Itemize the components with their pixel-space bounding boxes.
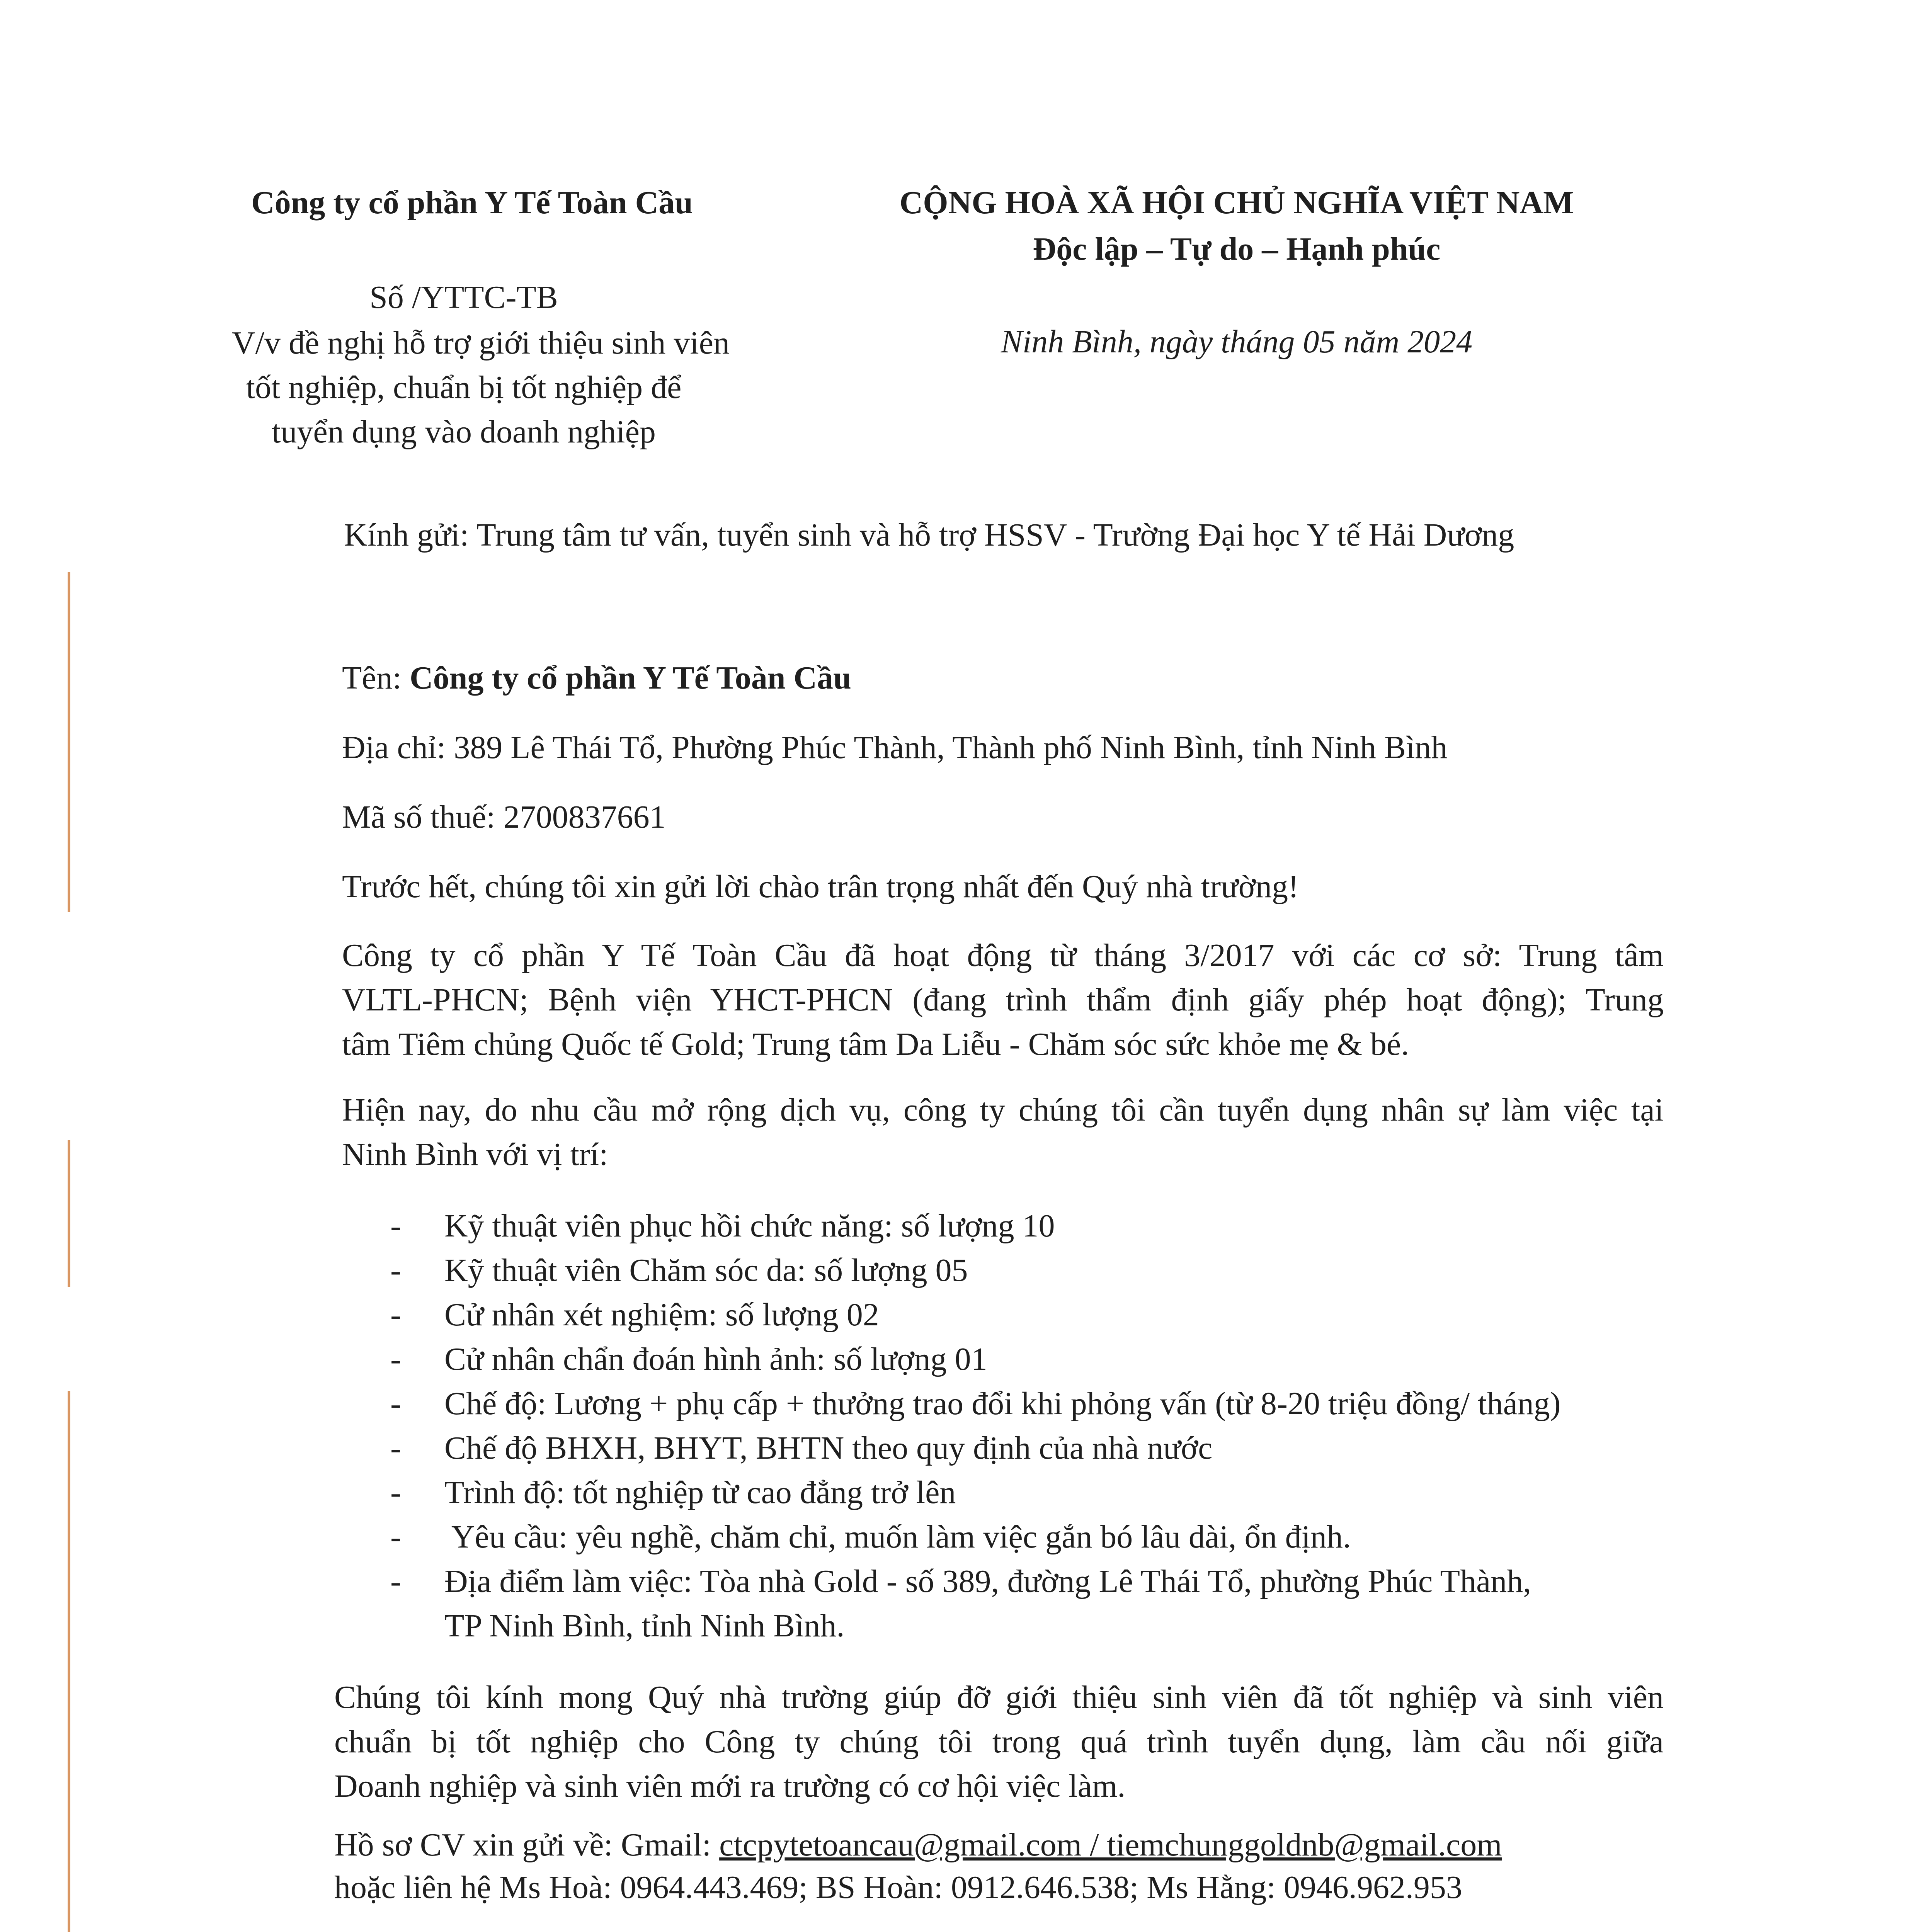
company-name-line: Tên: Công ty cổ phần Y Tế Toàn Cầu xyxy=(342,660,851,696)
intro-paragraph: Công ty cổ phần Y Tế Toàn Cầu đã hoạt động từ tháng 3/2017 với các cơ sở: Trung tâm VLTL-PHCN; Bệnh viện YHCT-PHCN (đang trình thẩm định giấy phép hoạt động); Trung tâm Tiêm chủng Quốc tế Gold; Trung tâm Da Liễu - Chăm sóc sức khỏe mẹ & bé. xyxy=(342,937,1664,1062)
greeting: Trước hết, chúng tôi xin gửi lời chào trân trọng nhất đến Quý nhà trường! xyxy=(342,869,1299,905)
email-links[interactable]: ctcpytetoancau@gmail.com / tiemchunggoldnb@gmail.com xyxy=(719,1827,1502,1863)
document-number: Số /YTTC-TB xyxy=(369,279,558,315)
request-paragraph: Chúng tôi kính mong Quý nhà trường giúp đỡ giới thiệu sinh viên đã tốt nghiệp và sinh viên chuẩn bị tốt nghiệp cho Công ty chúng tôi trong quá trình tuyển dụng, làm cầu nối giữa Doanh nghiệp và sinh viên mới ra trường có cơ hội việc làm. xyxy=(334,1679,1664,1804)
list-item: - Chế độ BHXH, BHYT, BHTN theo quy định của nhà nước xyxy=(390,1430,1213,1466)
national-motto: Độc lập – Tự do – Hạnh phúc xyxy=(1033,231,1441,267)
list-item: - Kỹ thuật viên phục hồi chức năng: số lượng 10 xyxy=(390,1208,1055,1244)
scan-edge-mark xyxy=(68,1140,70,1287)
list-item: - Yêu cầu: yêu nghề, chăm chỉ, muốn làm việc gắn bó lâu dài, ổn định. xyxy=(390,1519,1351,1555)
list-item: - Kỹ thuật viên Chăm sóc da: số lượng 05 xyxy=(390,1252,968,1288)
contact-line: hoặc liên hệ Ms Hoà: 0964.443.469; BS Hoàn: 0912.646.538; Ms Hằng: 0946.962.953 xyxy=(334,1869,1462,1905)
place-date: Ninh Bình, ngày tháng 05 năm 2024 xyxy=(1001,324,1473,360)
list-item: - Địa điểm làm việc: Tòa nhà Gold - số 389, đường Lê Thái Tổ, phường Phúc Thành, xyxy=(390,1563,1531,1599)
nation-title: CỘNG HOÀ XÃ HỘI CHỦ NGHĨA VIỆT NAM xyxy=(899,185,1574,221)
need-paragraph: Hiện nay, do nhu cầu mở rộng dịch vụ, công ty chúng tôi cần tuyển dụng nhân sự làm việc tại Ninh Bình với vị trí: xyxy=(342,1092,1664,1172)
cv-line: Hồ sơ CV xin gửi về: Gmail: ctcpytetoancau@gmail.com / tiemchunggoldnb@gmail.com xyxy=(334,1827,1502,1863)
company-address: Địa chỉ: 389 Lê Thái Tổ, Phường Phúc Thành, Thành phố Ninh Bình, tỉnh Ninh Bình xyxy=(342,730,1448,765)
list-item-continuation: TP Ninh Bình, tỉnh Ninh Bình. xyxy=(444,1608,845,1644)
company-name-header: Công ty cổ phần Y Tế Toàn Cầu xyxy=(251,185,693,221)
scan-edge-mark xyxy=(68,1391,70,1932)
list-item: - Cử nhân xét nghiệm: số lượng 02 xyxy=(390,1297,879,1333)
tax-code: Mã số thuế: 2700837661 xyxy=(342,799,666,835)
document-subject: V/v đề nghị hỗ trợ giới thiệu sinh viên tốt nghiệp, chuẩn bị tốt nghiệp để tuyển dụng vào doanh nghiệp xyxy=(232,325,730,450)
recipient-line: Kính gửi: Trung tâm tư vấn, tuyển sinh và hỗ trợ HSSV - Trường Đại học Y tế Hải Dương xyxy=(344,517,1514,553)
scan-edge-mark xyxy=(68,572,70,912)
list-item: - Cử nhân chẩn đoán hình ảnh: số lượng 01 xyxy=(390,1341,987,1377)
list-item: - Chế độ: Lương + phụ cấp + thưởng trao đổi khi phỏng vấn (từ 8-20 triệu đồng/ tháng) xyxy=(390,1386,1561,1422)
position-list xyxy=(390,1204,1666,1648)
list-item: - Trình độ: tốt nghiệp từ cao đẳng trở lên xyxy=(390,1475,956,1510)
